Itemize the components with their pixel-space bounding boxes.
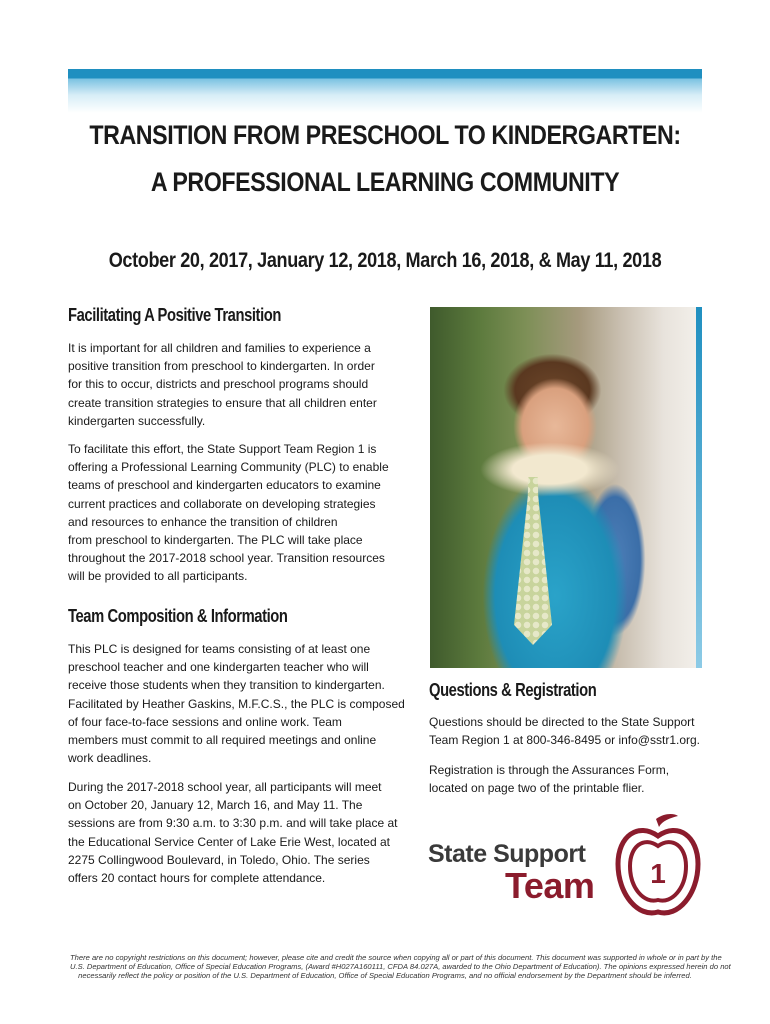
text-line: will be provided to all participants. — [68, 569, 248, 584]
text-line: kindergarten successfully. — [68, 413, 206, 428]
footer-line: There are no copyright restrictions on this document; however, please cite and credit the source when copying all or part of this document. This document was supported in whole or in part by the — [70, 953, 722, 962]
logo-text-team: Team — [505, 865, 595, 906]
text-line: offering a Professional Learning Community (PLC) to enable — [68, 460, 389, 475]
text-line: of four face-to-face sessions and online work. Team — [68, 714, 342, 729]
section-heading-transition: Facilitating A Positive Transition — [68, 305, 281, 325]
logo-text-state-support: State Support — [428, 840, 586, 868]
session-dates: October 20, 2017, January 12, 2018, March 16, 2018, & May 11, 2018 — [108, 249, 662, 272]
team-paragraph-1 — [68, 640, 413, 767]
text-line: receive those students when they transition to kindergarten. — [68, 678, 385, 693]
transition-paragraph-2 — [68, 440, 413, 586]
questions-paragraph — [429, 713, 704, 749]
text-line: for this to occur, districts and preschool programs should — [68, 377, 369, 392]
text-line: throughout the 2017-2018 school year. Transition resources — [68, 551, 385, 566]
section-heading-team: Team Composition & Information — [68, 606, 288, 626]
team-paragraph-2 — [68, 778, 413, 887]
text-line: preschool teacher and one kindergarten teacher who will — [68, 660, 369, 675]
section-heading-questions: Questions & Registration — [429, 680, 597, 700]
text-line: It is important for all children and families to experience a — [68, 341, 371, 355]
text-line: members must commit to all required meetings and online — [68, 733, 377, 748]
text-line: Registration is through the Assurances Form, — [429, 763, 670, 777]
photo-accent-edge — [696, 307, 702, 668]
text-line: the Educational Service Center of Lake Erie West, located at — [68, 834, 390, 849]
page-title-line2: A PROFESSIONAL LEARNING COMMUNITY — [150, 167, 620, 197]
text-line: Facilitated by Heather Gaskins, M.F.C.S., the PLC is composed — [68, 696, 405, 711]
text-line: sessions are from 9:30 a.m. to 3:30 p.m. and will take place at — [68, 816, 398, 831]
text-line: To facilitate this effort, the State Support Team Region 1 is — [68, 442, 377, 456]
tie-graphic — [514, 477, 552, 645]
text-line: positive transition from preschool to kindergarten. In order — [68, 359, 375, 374]
text-line: current practices and collaborate on developing strategies — [68, 496, 376, 511]
text-line: from preschool to kindergarten. The PLC will take place — [68, 533, 363, 548]
text-line: create transition strategies to ensure that all children enter — [68, 395, 377, 410]
text-line: and resources to enhance the transition of children — [68, 514, 338, 529]
transition-paragraph-1 — [68, 339, 413, 430]
text-line: During the 2017-2018 school year, all participants will meet — [68, 780, 382, 794]
text-line: This PLC is designed for teams consisting of at least one — [68, 642, 371, 656]
text-line: teams of preschool and kindergarten educators to examine — [68, 478, 381, 493]
text-line: offers 20 contact hours for complete attendance. — [68, 871, 326, 886]
state-support-team-logo — [426, 812, 704, 924]
logo-region-number: 1 — [650, 858, 666, 889]
child-photo — [430, 307, 702, 668]
registration-paragraph — [429, 761, 704, 797]
text-line: work deadlines. — [68, 751, 152, 766]
text-line: located on page two of the printable flier. — [429, 781, 645, 796]
text-line: Team Region 1 at 800-346-8495 or info@sstr1.org. — [429, 733, 701, 748]
text-line: 2275 Collingwood Boulevard, in Toledo, Ohio. The series — [68, 852, 370, 867]
page-title-line1: TRANSITION FROM PRESCHOOL TO KINDERGARTEN: — [89, 120, 681, 150]
text-line: on October 20, January 12, March 16, and May 11. The — [68, 798, 363, 813]
header-band — [68, 69, 702, 113]
copyright-footer — [70, 953, 731, 981]
apple-icon — [612, 812, 704, 922]
footer-line: U.S. Department of Education, Office of Special Education Programs, (Award #H027A160111, CFDA 84.027A, awarded to the Ohio Department of Education). The opinions expressed herein do not — [70, 962, 731, 972]
footer-line: necessarily reflect the policy or position of the U.S. Department of Education, Office of Special Education Programs, and no official endorsement by the Department should be inferred. — [78, 971, 692, 981]
text-line: Questions should be directed to the State Support — [429, 715, 695, 729]
